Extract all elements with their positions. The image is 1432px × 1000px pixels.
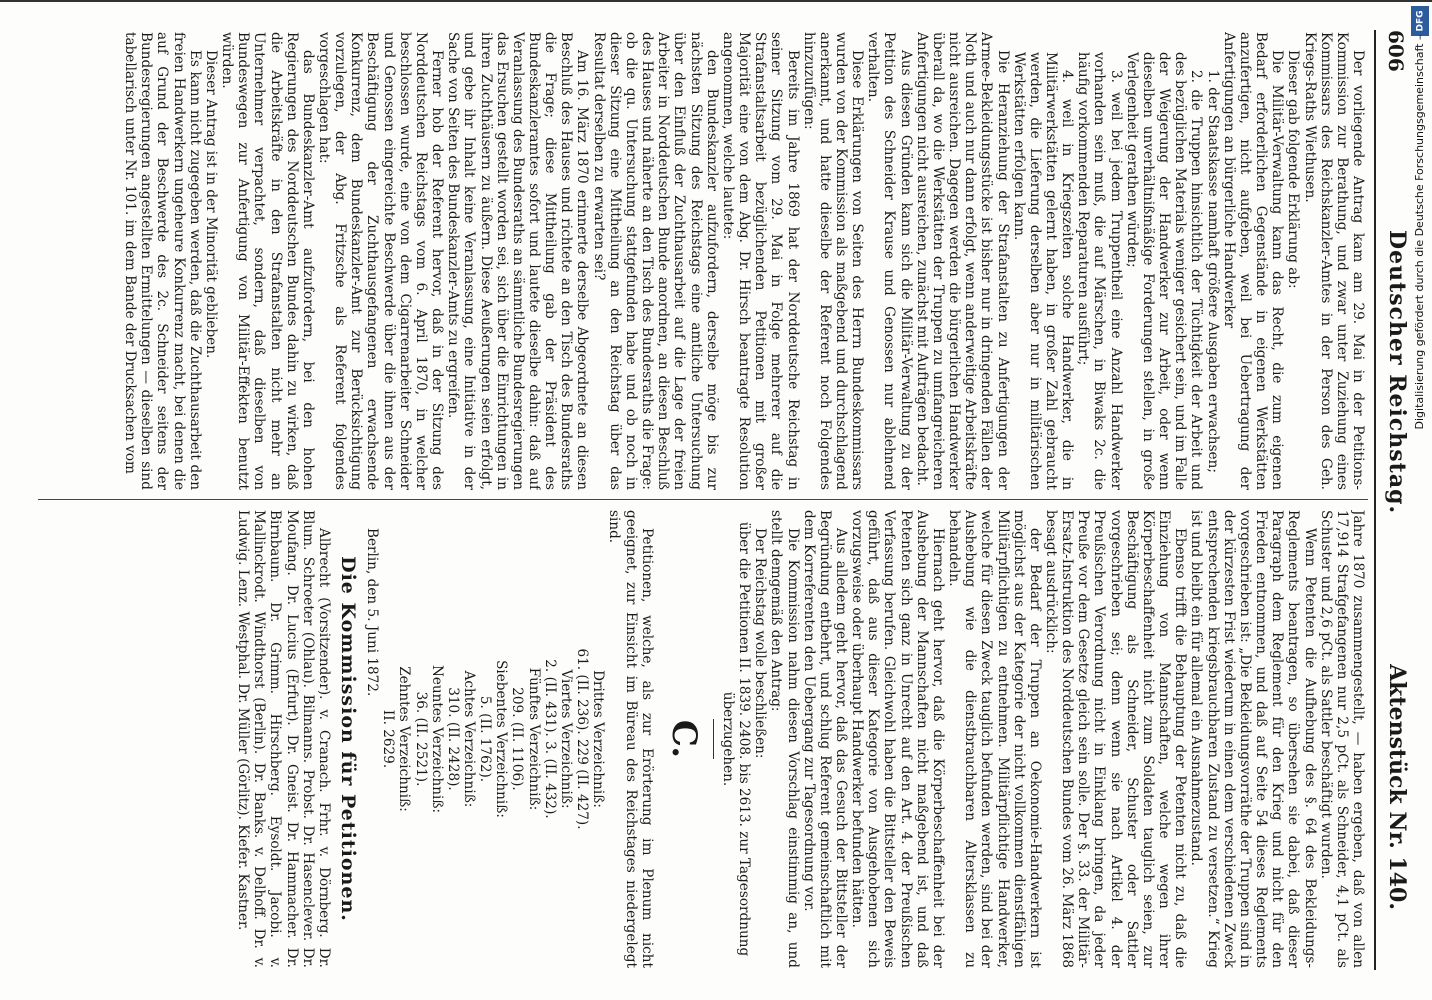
list-title: Achtes Verzeichniß: xyxy=(461,670,478,808)
digitization-credit xyxy=(1408,0,1432,1000)
list-title: Zehntes Verzeichniß: xyxy=(396,666,413,812)
list-entries: 209. (II. 1106). xyxy=(509,687,526,791)
paragraph: Der Reichstag wolle beschließen: xyxy=(752,528,769,759)
page-number: 606 xyxy=(1384,30,1408,72)
paragraph: Die Heranziehung der Strafanstalten zu Anfertigungen der Armee-Bekleidungsstücke ist bisher nur in dringenden Fällen der Noth und auch nur dann erfolgt, wenn anderweitige Arbeitskräfte nicht ausreichen. Dagegen werden die bürgerlichen Handwerker überall da, wo die Werkstätten der Truppen zu umfangreicheren Anfertigungen nicht ausreichen, zunächst mit Aufträgen bedacht. xyxy=(913,32,1011,490)
paragraph: Ebenso trifft die Behauptung der Petenten nicht zu, daß die Einziehung von Mannschaften, welche wegen ihrer Körperbeschaffenheit nicht zum Soldaten tauglich seien, zur Beschäftigung als Schneider, Schuster oder Sattler vorgeschrieben sei; denn wenn sie nach Artikel 4. der Preußischen Verordnung nicht in Einklang bringen, da jeder Preuße vor dem Gesetze gleich sein solle. Der §. 33. der Militär-Ersatz-Instruktion des Norddeutschen Bundes vom 26. März 1868 besagt ausdrücklich: xyxy=(1043,510,1189,968)
list-item: 3. weil bei jedem Truppentheil eine Anzahl Handwerker vorhanden sein muß, die auf Märschen, in Biwaks 2c. die häufig vorkommenden Reparaturen ausführt; xyxy=(1075,52,1124,490)
list-title: Neuntes Verzeichniß: xyxy=(428,664,445,814)
page-header xyxy=(1374,30,1412,970)
list-title: Siebentes Verzeichniß: xyxy=(493,660,510,818)
separator-rule xyxy=(713,719,714,759)
list-item: 1. der Staatskasse namhaft größere Ausgaben erwachsen; xyxy=(1204,70,1221,473)
list-title: Fünftes Verzeichniß: xyxy=(525,667,542,811)
paragraph: Es kann nicht zugegeben werden, daß die Zuchthausarbeit den freien Handwerkern ungeheure Konkurrenz macht, bei denen die auf Grund der Beschwerde des 2c. Schneider seitens der Bundesregierungen angestellten Ermittelungen — dieselben sind tabellarisch unter Nr. 101. im dem Bande der Drucksachen vom xyxy=(122,32,203,490)
list-entries: 36. (II. 2521). xyxy=(412,691,429,787)
paragraph: Der vorliegende Antrag kam am 29. Mai in der Petitions-Kommission zur Berathung, und zwar unter Zuziehung eines Kommissars des Reichskanzler-Amtes in der Person des Geh. Kriegs-Raths Wiethusen. xyxy=(1301,32,1366,490)
publication-title: Deutscher Reichstag. xyxy=(1384,230,1410,515)
paragraph: Die Militär-Verwaltung kann das Recht, die zum eigenen Bedarf erforderlichen Gegenstände in eigenen Werkstätten anzufertigen, nicht aufgeben, weil bei Uebertragung der Anfertigungen an bürgerliche Handwerker xyxy=(1220,32,1286,490)
list-entries: 5. (II. 1762). xyxy=(477,695,494,783)
closing-heading: Die Kommission für Petitionen. xyxy=(336,556,359,922)
paragraph: Bereits im Jahre 1869 hat der Norddeutsche Reichstag in seiner Sitzung vom 29. Mai in Folge mehrerer auf die Strafanstaltsarbeit bezüglichenden Petitionen mit großer Majorität eine von dem Abg. Dr. Hirsch beantragte Resolution angenommen, welche lautete: xyxy=(719,32,801,490)
quoted-regulation: der Bedarf der Truppen an Oekonomie-Handwerkern ist möglichst aus der Kategorie der nicht vollkommen dienstfähigen Militärpflichtigen zu entnehmen. Militärpflichtige Handwerker, welche für diesen Zweck tauglich befunden werden, sind bei der Aushebung wie die dienstbrauchbaren Altersklassen zu behandeln. xyxy=(946,510,1043,968)
list-entries: 61. (II. 236). 229 (II. 427). xyxy=(574,648,591,830)
list-item: 2. die Truppen hinsichtlich der Tüchtigkeit der Arbeit und des bezüglichen Materials weniger gesichert sein, und im Falle der Weigerung der Handwerker zur Arbeit, oder wenn dieselben unverhältnißmäßige Forderungen stellen, in große Verlegenheit gerathen würden; xyxy=(1123,52,1205,490)
paragraph: Wenn Petenten die Aufhebung des §. 64 des Bekleidungs-Reglements beantragen, so übersehen sie dabei, daß dieser Paragraph dem Reglement für den Krieg und nicht für den Frieden entnommen, und daß auf Seite 54 dieses Reglements vorgeschrieben ist: „Die Bekleidungsvorräthe der Truppen sind in der kürzesten Frist wiederum in einen dem verschiedenen Zweck entsprechenden kriegsbrauchbaren Zustand zu versetzen.“ Krieg ist und bleibt ein für allemal ein Ausnahmezustand. xyxy=(1188,510,1318,968)
quoted-motion: das Bundeskanzler-Amt aufzufordern, bei den hohen Regierungen des Norddeutschen Bundes dahin zu wirken, daß die Arbeitskräfte in den Strafanstalten nicht mehr an Unternehmer verpachtet, sondern, daß dieselben von Bundeswegen zur Anfertigung von Militär-Effekten benutzt würden. xyxy=(219,32,316,490)
paragraph: Dieser Antrag ist in der Minorität geblieben. xyxy=(202,50,219,359)
right-column xyxy=(41,510,1366,968)
list-title: Drittes Verzeichniß: xyxy=(590,670,607,808)
list-entries: II. 2629. xyxy=(380,709,397,769)
paragraph: Dieser gab folgende Erklärung ab: xyxy=(1285,50,1302,289)
paragraph: Aus alledem geht hervor, daß das Gesuch der Bittsteller der Begründung entbehrt, und schlug Referent gemeinschaftlich mit dem Korreferenten den Uebergang zur Tagesordnung vor. xyxy=(800,510,849,968)
paragraph: Am 16. März 1870 erinnerte derselbe Abgeordnete an diesen Beschluß des Hauses und richtete an den Tisch des Bundesraths die Frage; diese Mittheilung gab der Präsident des Bundeskanzleramtes sofort und lautete dieselbe dahin: daß auf Veranlassung des Bundesraths an sämmtliche Bundesregierungen das Ersuchen gestellt worden sei, sich über die Einrichtungen in ihren Zuchthäusern zu äußern. Diese Aeußerungen seien erfolgt, und gebe ihr Inhalt keine Veranlassung, eine Initiative in der Sache von Seiten des Bundeskanzler-Amts zu ergreifen. xyxy=(445,32,591,490)
signatories: Albrecht (Vorsitzender). v. Cranach. Frhr. v. Dörnberg. Dr. Blum. Schroeter (Ohlau). Bilmanns. Probst. Dr. Hasenclever. Dr. Moufang. Dr. Lucius (Erfurt). Dr. Gneist. Dr. Hammacher. Dr. Birnbaum. Dr. Grimm. Hirschberg. Eysoldt. Jacobi. v. Mallinckrodt. Windthorst (Berlin). Dr. Banks. v. Delhoff. Dr. v. Ludwig. Lenz. Westphal. Dr. Müller (Görlitz). Kiefer. Kastner. xyxy=(235,510,332,968)
quoted-resolution: den Bundeskanzler aufzufordern, derselbe möge bis zur nächsten Sitzung des Reichstags eine amtliche Untersuchung über den Einfluß der Zuchthausarbeit auf die Lage der freien Arbeiter in Norddeutschen Bunde anordnen, an diesen Beschluß des Hauses und näherte an den Tisch des Bundesraths die Frage: ob die qu. Untersuchung stattgefunden habe und ob noch in dieser Sitzung eine Mittheilung an den Reichstag über das Resultat derselben zu erwarten sei? xyxy=(590,32,720,490)
paragraph: Die Kommission nahm diesen Vorschlag einstimmig an, und stellt demgemäß den Antrag: xyxy=(768,510,801,968)
document-reference: Aktenstück Nr. 140. xyxy=(1384,664,1410,910)
paragraph: Aus diesen Gründen kann sich die Militär-Verwaltung zu der Petition des Schneider Krause und Genossen nur ablehnend verhalten. xyxy=(865,32,914,490)
motion-text: über die Petitionen II. 1839. 2408. bis 2613. zur Tagesordnung überzugehen. xyxy=(719,521,753,957)
dfg-logo-text: DFG xyxy=(1415,10,1426,32)
list-title: Viertes Verzeichniß: xyxy=(557,669,574,809)
paragraph: Jahre 1870 zusammengestellt, — haben ergeben, daß von allen 17,914 Strafgefangenen nur 2,5 pCt. als Schneider, 4,1 pCt. als Schuster und 2,6 pCt. als Sattler beschäftigt wurden. xyxy=(1317,510,1366,968)
list-entries: 310. (II. 2428). xyxy=(444,687,461,791)
date-line: Berlin, den 5. Juni 1872. xyxy=(364,528,381,697)
left-column xyxy=(41,32,1366,490)
section-letter: C. xyxy=(663,719,704,759)
column-divider xyxy=(38,499,1368,500)
petitions-intro: Petitionen, welche, als zur Erörterung im Plenum nicht geeignet, zur Einsicht im Büreau des Reichstages niedergelegt sind. xyxy=(606,510,655,968)
list-item: 4. weil in Kriegszeiten solche Handwerker, die in Militärwerkstätten gelernt haben, in großer Zahl gebraucht werden, die Lieferung derselben aber nur in militärischen Werkstätten erfolgen kann. xyxy=(1010,52,1076,490)
watermark-text: Digitalisierung gefördert durch die Deutsche Forschungsgemeinschaft – xyxy=(1413,34,1426,430)
paragraph: Hiernach geht hervor, daß die Körperbeschaffenheit bei der Aushebung der Mannschaften nicht maßgebend ist, und daß Petenten sich ganz in Unrecht auf den Art. 4. der Preußischen Verfassung berufen. Gleichwohl haben die Bittsteller den Beweis geführt, daß aus dieser Kategorie von Ausgehobenen sich vorzugsweise oder überhaupt Handwerker befunden hätten. xyxy=(849,510,946,968)
list-entries: 2. (II. 431). 3. (II. 432). xyxy=(541,659,558,819)
paragraph: Diese Erklärungen von Seiten des Herrn Bundeskommissars wurden von der Kommission als maßgebend und durchschlagend anerkannt, und hatte dieselbe der Referent noch Folgendes hinzuzufügen: xyxy=(800,32,866,490)
paragraph: Ferner hob der Referent hervor, daß in der Sitzung des Norddeutschen Reichstags vom 6. April 1870, in welcher beschlossen wurde, eine von dem Cigarrenarbeiter Schneider und Genossen eingereichte Beschwerde über die ihnen aus der Beschäftigung der Zuchthausgefangenen erwachsende Konkurrenz, dem Bundeskanzler-Amt zur Berücksichtigung vorzulegen, der Abg. Fritzsche als Referent folgendes vorgeschlagen hat: xyxy=(316,32,446,490)
